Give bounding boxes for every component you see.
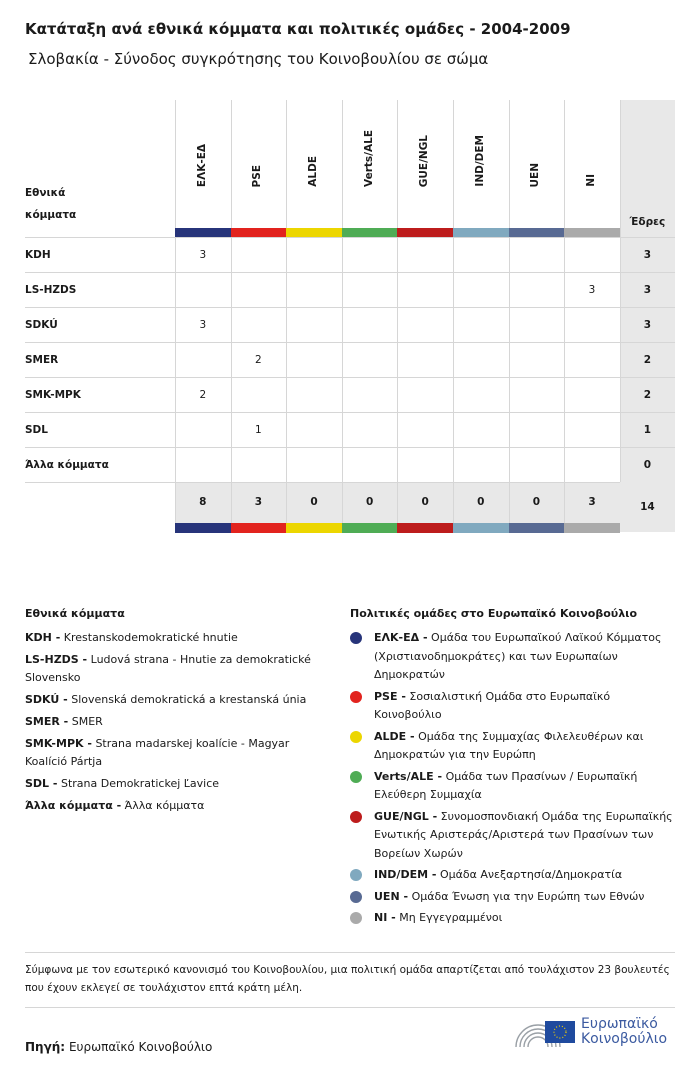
seat-count-cell xyxy=(509,237,565,272)
group-total: 8 xyxy=(199,496,207,508)
seat-count-cell xyxy=(564,377,620,412)
seat-count-cell xyxy=(509,377,565,412)
group-abbr: IND/DEM - xyxy=(374,868,437,881)
group-header: UEN xyxy=(529,162,542,187)
seat-count-cell: 3 xyxy=(199,248,207,261)
logo-line2: Κοινοβούλιο xyxy=(581,1031,668,1047)
seat-count-cell xyxy=(231,307,287,342)
group-abbr: ΕΛΚ-ΕΔ - xyxy=(374,631,428,644)
seat-count-cell xyxy=(453,377,509,412)
national-party-legend-item xyxy=(25,691,325,709)
group-legend-item xyxy=(350,909,680,928)
party-abbr: LS-HZDS - xyxy=(25,653,88,666)
group-header: ALDE xyxy=(307,156,319,187)
row-party-label: SMK-MPK xyxy=(25,388,81,401)
seat-count-cell xyxy=(509,272,565,307)
party-abbr: SDL - xyxy=(25,777,58,790)
group-abbr: Verts/ALE - xyxy=(374,769,443,783)
seat-count-cell xyxy=(286,447,342,482)
seat-count-cell xyxy=(397,377,453,412)
seat-count-cell xyxy=(453,342,509,377)
group-legend-item xyxy=(350,768,680,805)
row-party-label: KDH xyxy=(25,248,51,261)
page-subtitle: Σλοβακία - Σύνοδος συγκρότησης του Κοινοβουλίου σε σώμα xyxy=(28,50,489,68)
legend-title: Πολιτικές ομάδες στο Ευρωπαϊκό Κοινοβούλιο xyxy=(350,607,638,620)
party-name: Άλλα κόμματα xyxy=(124,799,205,812)
seat-count-cell xyxy=(564,307,620,342)
group-abbr: NI - xyxy=(374,911,396,924)
seat-count-cell xyxy=(231,377,287,412)
row-total-seats: 3 xyxy=(643,318,652,331)
group-color-bar xyxy=(564,523,620,533)
european-parliament-logo xyxy=(513,1015,667,1049)
row-divider xyxy=(25,482,675,483)
seat-count-cell xyxy=(509,447,565,482)
row-party-label: LS-HZDS xyxy=(25,283,77,296)
seat-count-cell xyxy=(397,412,453,447)
seat-count-cell xyxy=(564,237,620,272)
row-party-label: Άλλα κόμματα xyxy=(25,458,109,471)
seat-count-cell xyxy=(342,447,398,482)
group-header: GUE/NGL xyxy=(418,134,431,187)
national-parties-legend xyxy=(25,607,325,819)
seat-count-cell xyxy=(453,307,509,342)
seat-count-cell xyxy=(342,272,398,307)
page-title: Κατάταξη ανά εθνικά κόμματα και πολιτικές ομάδες - 2004-2009 xyxy=(25,20,571,38)
party-abbr: SMK-MPK - xyxy=(25,737,92,750)
seat-count-cell xyxy=(175,272,231,307)
group-abbr: UEN - xyxy=(374,889,409,903)
seat-count-cell xyxy=(286,237,342,272)
group-total: 0 xyxy=(532,496,541,508)
seats-header: Έδρες xyxy=(629,216,666,228)
group-name: Ομάδα Ένωση για την Ευρώπη των Εθνών xyxy=(411,889,645,903)
seat-count-cell xyxy=(453,237,509,272)
seat-count-cell xyxy=(342,237,398,272)
group-legend-item xyxy=(350,888,680,907)
group-total: 3 xyxy=(588,496,596,508)
group-color-bar xyxy=(342,523,398,533)
national-party-legend-item xyxy=(25,713,325,731)
party-name: Strana madarskej koalície - Magyar Koalíció Pártja xyxy=(25,737,290,768)
seat-count-cell xyxy=(397,342,453,377)
source-label: Πηγή: xyxy=(25,1040,66,1054)
color-dot-icon xyxy=(350,912,362,924)
total-seats: 14 xyxy=(620,482,675,532)
seat-count-cell xyxy=(509,412,565,447)
color-dot-icon xyxy=(350,869,362,881)
row-total-seats: 2 xyxy=(643,388,652,401)
group-color-bar xyxy=(509,523,565,533)
group-header: ΕΛΚ-ΕΔ xyxy=(195,143,208,187)
group-abbr: ALDE - xyxy=(374,729,415,743)
party-abbr: KDH - xyxy=(25,631,61,644)
source-value: Ευρωπαϊκό Κοινοβούλιο xyxy=(68,1040,213,1054)
footnote: Σύμφωνα με τον εσωτερικό κανονισμό του Κοινοβουλίου, μια πολιτική ομάδα απαρτίζεται από τουλάχιστον 23 βουλευτές που έχουν εκλεγεί σε τουλάχιστον επτά κράτη μέλη. xyxy=(25,952,675,1008)
legend-title: Εθνικά κόμματα xyxy=(25,607,125,620)
group-total: 0 xyxy=(477,496,485,508)
seat-count-cell xyxy=(564,447,620,482)
seat-count-cell xyxy=(286,307,342,342)
color-dot-icon xyxy=(350,891,362,903)
group-total: 0 xyxy=(421,496,429,508)
group-name: Ομάδα της Συμμαχίας Φιλελευθέρων και Δημοκρατών για την Ευρώπη xyxy=(374,729,644,761)
group-abbr: PSE - xyxy=(374,689,406,703)
color-dot-icon xyxy=(350,632,362,644)
group-legend-item xyxy=(350,808,680,864)
group-total: 0 xyxy=(365,496,374,508)
group-name: Ομάδα του Ευρωπαϊκού Λαϊκού Κόμματος (Χριστιανοδημοκράτες) και των Ευρωπαίων Δημοκρατών xyxy=(374,631,662,681)
seat-count-cell: 3 xyxy=(199,318,207,331)
seat-count-cell xyxy=(564,342,620,377)
color-dot-icon xyxy=(350,771,362,783)
seat-count-cell xyxy=(509,307,565,342)
group-header: Verts/ALE xyxy=(362,130,375,187)
seat-count-cell xyxy=(564,412,620,447)
group-name: Σοσιαλιστική Ομάδα στο Ευρωπαϊκό Κοινοβούλιο xyxy=(374,689,611,721)
seat-count-cell xyxy=(286,272,342,307)
seat-count-cell xyxy=(175,447,231,482)
source xyxy=(25,1040,212,1054)
seat-count-cell xyxy=(453,412,509,447)
row-total-seats: 3 xyxy=(643,283,652,296)
group-color-bar xyxy=(175,523,231,533)
seat-count-cell xyxy=(397,237,453,272)
national-party-legend-item xyxy=(25,651,325,687)
seat-count-cell xyxy=(453,447,509,482)
party-abbr: Άλλα κόμματα - xyxy=(25,799,122,812)
seat-count-cell xyxy=(175,412,231,447)
party-abbr: SDKÚ - xyxy=(25,693,68,706)
group-legend-item xyxy=(350,866,680,885)
color-dot-icon xyxy=(350,731,362,743)
party-name: Ludová strana - Hnutie za demokratické Slovensko xyxy=(25,653,311,684)
logo-line1: Ευρωπαϊκό xyxy=(581,1016,658,1032)
row-total-seats: 1 xyxy=(643,423,652,436)
group-legend-item xyxy=(350,629,680,685)
seat-count-cell xyxy=(509,342,565,377)
seat-count-cell: 1 xyxy=(255,423,262,436)
group-color-bar xyxy=(286,523,342,533)
eu-flag-icon xyxy=(545,1021,575,1043)
group-header: NI xyxy=(585,174,597,187)
party-name: SMER xyxy=(71,715,103,728)
group-name: Ομάδα των Πρασίνων / Ευρωπαϊκή Ελεύθερη Συμμαχία xyxy=(374,769,638,801)
seat-count-cell xyxy=(342,307,398,342)
party-abbr: SMER - xyxy=(25,715,69,728)
seat-count-cell xyxy=(231,447,287,482)
row-total-seats: 3 xyxy=(643,248,652,261)
group-abbr: GUE/NGL - xyxy=(374,809,438,823)
group-color-bar xyxy=(231,523,287,533)
seat-count-cell xyxy=(286,412,342,447)
seat-count-cell xyxy=(342,412,398,447)
color-dot-icon xyxy=(350,691,362,703)
row-header: Εθνικά κόμματα xyxy=(25,187,77,221)
seat-count-cell xyxy=(342,342,398,377)
seat-count-cell xyxy=(231,272,287,307)
group-legend-item xyxy=(350,728,680,765)
national-party-legend-item xyxy=(25,797,325,815)
seat-count-cell xyxy=(397,272,453,307)
seat-count-cell: 2 xyxy=(199,388,207,401)
party-name: Strana Demokratickej Ľavice xyxy=(60,777,220,790)
seat-count-cell xyxy=(286,377,342,412)
group-name: Ομάδα Ανεξαρτησία/Δημοκρατία xyxy=(439,868,623,881)
group-legend-item xyxy=(350,688,680,725)
seat-count-cell xyxy=(342,377,398,412)
group-total: 3 xyxy=(254,496,263,508)
party-name: Slovenská demokratická a krestanská únia xyxy=(71,693,307,706)
seat-count-cell xyxy=(231,237,287,272)
seat-count-cell: 3 xyxy=(588,283,596,296)
group-header: IND/DEM xyxy=(473,135,486,187)
seat-count-cell xyxy=(397,307,453,342)
color-dot-icon xyxy=(350,811,362,823)
seats-table xyxy=(25,100,675,532)
row-party-label: SDL xyxy=(25,423,48,436)
seat-count-cell xyxy=(397,447,453,482)
national-party-legend-item xyxy=(25,735,325,771)
row-party-label: SMER xyxy=(25,353,59,366)
national-party-legend-item xyxy=(25,775,325,793)
row-total-seats: 2 xyxy=(643,353,652,366)
seat-count-cell xyxy=(175,342,231,377)
group-name: Μη Εγγεγραμμένοι xyxy=(399,911,503,924)
national-party-legend-item xyxy=(25,629,325,647)
group-name: Συνομοσπονδιακή Ομάδα της Ευρωπαϊκής Ενωτικής Αριστεράς/Αριστερά των Πρασίνων των Βορείων Χωρών xyxy=(374,809,673,860)
seat-count-cell: 2 xyxy=(255,353,262,366)
row-party-label: SDKÚ xyxy=(25,318,58,331)
seat-count-cell xyxy=(286,342,342,377)
group-color-bar xyxy=(453,523,509,533)
political-groups-legend xyxy=(350,607,680,931)
group-color-bar xyxy=(397,523,453,533)
row-total-seats: 0 xyxy=(643,458,652,471)
group-total: 0 xyxy=(310,496,318,508)
seat-count-cell xyxy=(453,272,509,307)
group-header: PSE xyxy=(251,164,264,187)
party-name: Krestanskodemokratické hnutie xyxy=(63,631,238,644)
